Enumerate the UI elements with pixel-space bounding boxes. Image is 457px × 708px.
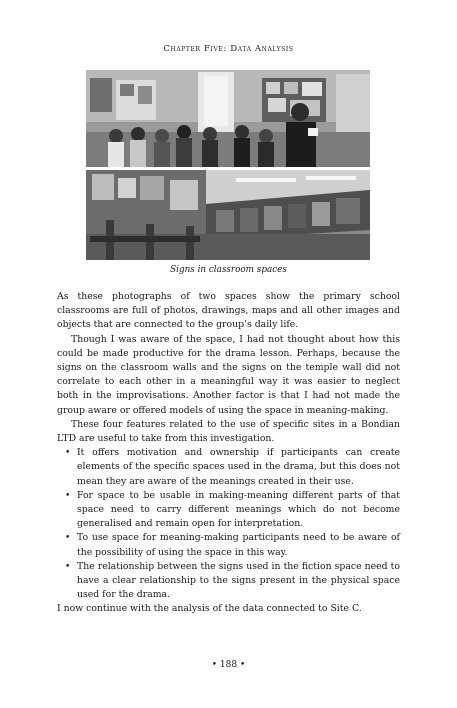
classroom-photo-shelves: [86, 170, 370, 260]
figure-caption: Signs in classroom spaces: [170, 265, 287, 275]
bullet-icon: •: [65, 533, 71, 544]
closing-paragraph: I now continue with the analysis of the data connected to Site C.: [57, 603, 362, 615]
bullet-text: To use space for meaning-making participants need to be aware of the possibility of using the space in this way.: [77, 532, 400, 558]
bullet-item: [65, 560, 400, 603]
running-head: Chapter Five: Data Analysis: [163, 44, 294, 54]
page-number: • 188 •: [211, 660, 246, 670]
paragraph: Though I was aware of the space, I had not thought about how this could be made productive for the drama lesson. Perhaps, because the signs on the classroom walls and the signs on the temple wall did not correlate to each other in a meaningful way it was easier to neglect both in the improvisations. Another factor is that I had not made the group aware or offered models of using the space in meaning-making.: [57, 333, 400, 416]
body-text: [57, 290, 400, 617]
classroom-photo-children: [86, 70, 370, 167]
paragraph: These four features related to the use of specific sites in a Bondian LTD are useful to take from this investigation.: [57, 418, 400, 445]
bullet-icon: •: [65, 561, 71, 572]
bullet-text: It offers motivation and ownership if participants can create elements of the specific spaces used in the drama, but this does not mean they are aware of the meanings created in their use.: [77, 447, 400, 487]
bullet-icon: •: [65, 448, 71, 459]
bullet-icon: •: [65, 490, 71, 501]
bullet-list: [57, 446, 400, 602]
bullet-text: The relationship between the signs used in the fiction space need to have a clear relationship to the signs present in the physical space used for the drama.: [77, 560, 400, 601]
bullet-text: For space to be usable in making-meaning different parts of that space need to carry different meanings which do not become generalised and remain open for interpretation.: [77, 489, 400, 530]
bullet-item: [65, 531, 400, 559]
bullet-item: [65, 489, 400, 532]
paragraph: As these photographs of two spaces show the primary school classrooms are full of photos, drawings, maps and all other images and objects that are connected to the group’s daily life.: [57, 291, 400, 331]
bullet-item: [65, 446, 400, 489]
